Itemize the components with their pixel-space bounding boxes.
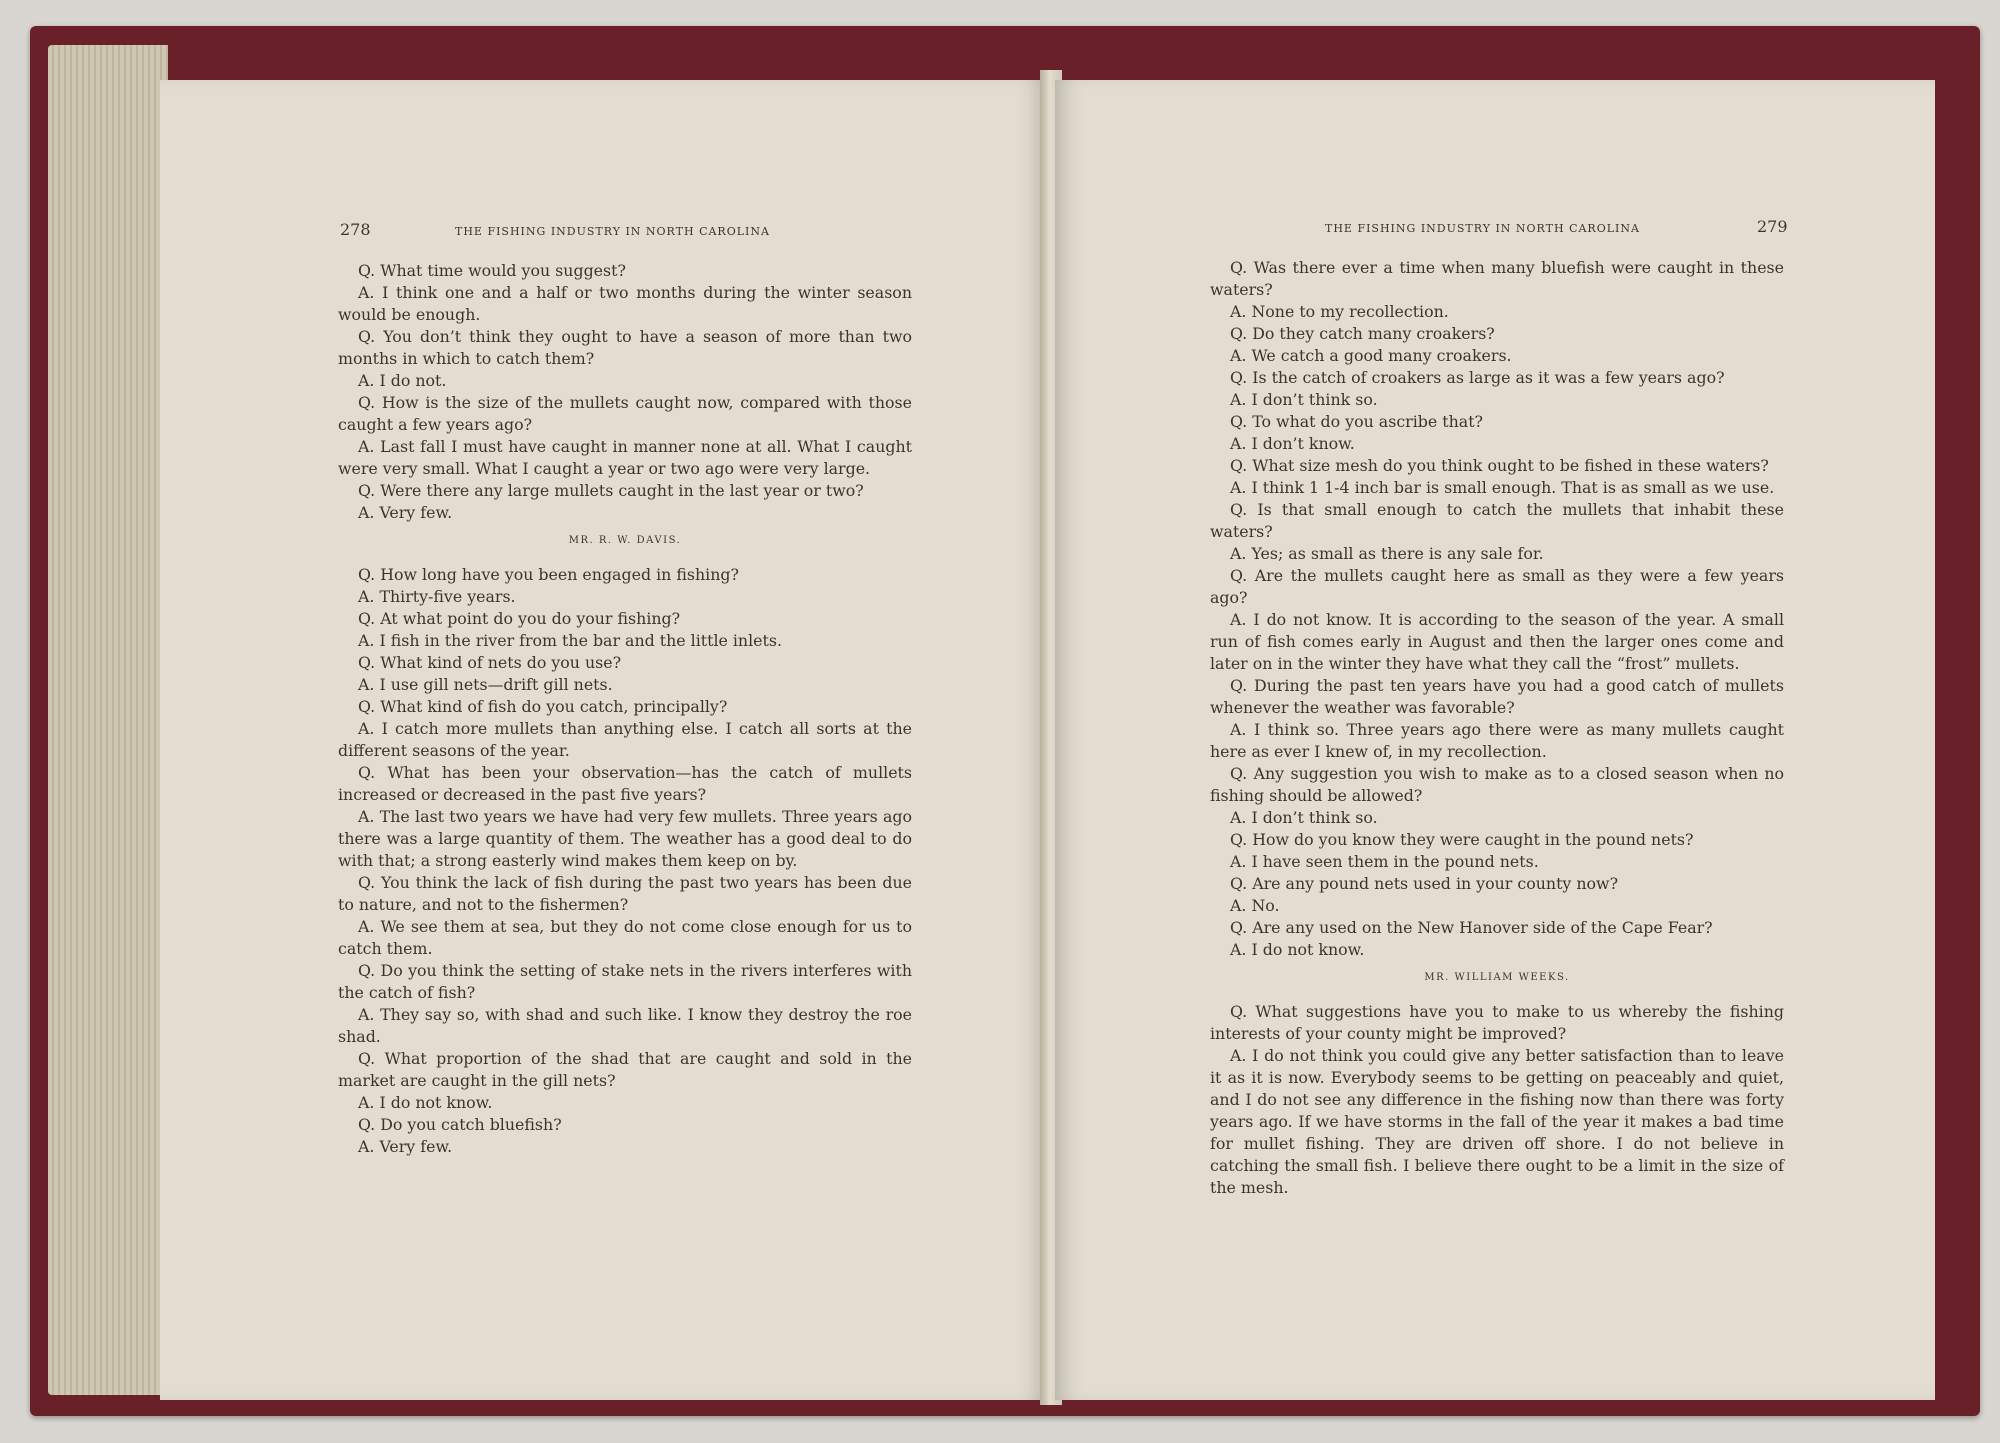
paragraph: Q. How long have you been engaged in fishing? — [358, 565, 739, 584]
paragraph: A. I don’t think so. — [1230, 808, 1378, 827]
paragraph: Q. Are any pound nets used in your county now? — [1230, 874, 1619, 893]
paragraph: Q. To what do you ascribe that? — [1230, 412, 1484, 431]
paragraph: Q. Is that small enough to catch the mullets that inhabit these waters? — [1210, 500, 1784, 541]
paragraph: A. I use gill nets—drift gill nets. — [358, 675, 613, 694]
paragraph-group-2 — [338, 564, 912, 1158]
paragraph: A. I do not. — [358, 371, 447, 390]
paragraph: Q. You don’t think they ought to have a season of more than two months in which to catch them? — [338, 327, 912, 368]
paragraph: Q. What suggestions have you to make to us whereby the fishing interests of your county might be improved? — [1210, 1002, 1784, 1043]
page-number: 279 — [1757, 217, 1788, 236]
paragraph: Q. What size mesh do you think ought to be fished in these waters? — [1230, 456, 1769, 475]
running-head: THE FISHING INDUSTRY IN NORTH CAROLINA — [1325, 222, 1640, 235]
paragraph-group-1 — [1210, 257, 1784, 961]
page-number: 278 — [340, 220, 371, 239]
paragraph: A. I think one and a half or two months during the winter season would be enough. — [338, 283, 912, 324]
right-text-column — [1210, 257, 1784, 1199]
paragraph: A. I don’t know. — [1230, 434, 1355, 453]
paragraph: A. None to my recollection. — [1230, 302, 1449, 321]
paragraph: Q. Are the mullets caught here as small as they were a few years ago? — [1210, 566, 1784, 607]
paragraph: A. We see them at sea, but they do not come close enough for us to catch them. — [338, 917, 912, 958]
paragraph: A. I fish in the river from the bar and the little inlets. — [358, 631, 782, 650]
right-page — [1055, 80, 1935, 1400]
paragraph: Q. Is the catch of croakers as large as it was a few years ago? — [1230, 368, 1725, 387]
paragraph: A. We catch a good many croakers. — [1230, 346, 1512, 365]
running-head: THE FISHING INDUSTRY IN NORTH CAROLINA — [455, 225, 770, 238]
paragraph: A. I catch more mullets than anything else. I catch all sorts at the different seasons of the year. — [338, 719, 912, 760]
paragraph: Q. What time would you suggest? — [358, 261, 626, 280]
paragraph: A. I have seen them in the pound nets. — [1230, 852, 1539, 871]
speaker-heading: MR. R. W. DAVIS. — [568, 535, 682, 546]
paragraph: Q. Any suggestion you wish to make as to a closed season when no fishing should be allowed? — [1210, 764, 1784, 805]
paragraph: A. I do not think you could give any better satisfaction than to leave it as it is now. Everybody seems to be getting on peaceably and quiet, and I do not see any difference in the fishing now than there was forty years ago. If we have storms in the fall of the year it makes a bad time for mullet fishing. They are driven off shore. I do not believe in catching the small fish. I believe there ought to be a limit in the size of the mesh. — [1210, 1046, 1784, 1197]
left-text-column — [338, 260, 912, 1158]
paragraph: Q. How is the size of the mullets caught now, compared with those caught a few years ago? — [338, 393, 912, 434]
paragraph: A. Last fall I must have caught in manner none at all. What I caught were very small. What I caught a year or two ago were very large. — [338, 437, 912, 478]
paragraph: Q. What proportion of the shad that are caught and sold in the market are caught in the gill nets? — [338, 1049, 912, 1090]
paragraph: Q. What has been your observation—has the catch of mullets increased or decreased in the past five years? — [338, 763, 912, 804]
paragraph: A. Yes; as small as there is any sale for. — [1230, 544, 1544, 563]
paragraph: Q. What kind of fish do you catch, principally? — [358, 697, 728, 716]
paragraph: Q. At what point do you do your fishing? — [358, 609, 681, 628]
paragraph-group-1 — [338, 260, 912, 524]
paragraph: A. Very few. — [358, 503, 453, 522]
speaker-heading: MR. WILLIAM WEEKS. — [1424, 972, 1570, 983]
paragraph: A. The last two years we have had very few mullets. Three years ago there was a large quantity of them. The weather has a good deal to do with that; a strong easterly wind makes them keep on by. — [338, 807, 912, 870]
paragraph: A. I think 1 1-4 inch bar is small enough. That is as small as we use. — [1230, 478, 1775, 497]
paragraph: Q. What kind of nets do you use? — [358, 653, 622, 672]
paragraph: Q. During the past ten years have you had a good catch of mullets whenever the weather was favorable? — [1210, 676, 1784, 717]
paragraph: A. They say so, with shad and such like. I know they destroy the roe shad. — [338, 1005, 912, 1046]
paragraph: Q. Do they catch many croakers? — [1230, 324, 1495, 343]
paragraph: A. I do not know. — [1230, 940, 1365, 959]
paragraph: Q. You think the lack of fish during the past two years has been due to nature, and not to the fishermen? — [338, 873, 912, 914]
paragraph: Q. Are any used on the New Hanover side of the Cape Fear? — [1230, 918, 1713, 937]
left-page — [160, 80, 1045, 1400]
paragraph: Q. Were there any large mullets caught in the last year or two? — [358, 481, 864, 500]
paragraph: A. I don’t think so. — [1230, 390, 1378, 409]
paragraph-group-2 — [1210, 1001, 1784, 1199]
paragraph: A. I do not know. It is according to the season of the year. A small run of fish comes early in August and then the larger ones come and later on in the winter they have what they call the “frost” mullets. — [1210, 610, 1784, 673]
paragraph: Q. How do you know they were caught in the pound nets? — [1230, 830, 1694, 849]
paragraph: Q. Was there ever a time when many bluefish were caught in these waters? — [1210, 258, 1784, 299]
paragraph: A. I do not know. — [358, 1093, 493, 1112]
paragraph: Q. Do you catch bluefish? — [358, 1115, 562, 1134]
page-edges — [48, 45, 168, 1395]
paragraph: A. I think so. Three years ago there were as many mullets caught here as ever I knew of, in my recollection. — [1210, 720, 1784, 761]
paragraph: A. Very few. — [358, 1137, 453, 1156]
paragraph: A. No. — [1230, 896, 1280, 915]
paragraph: A. Thirty-five years. — [358, 587, 516, 606]
paragraph: Q. Do you think the setting of stake nets in the rivers interferes with the catch of fish? — [338, 961, 912, 1002]
